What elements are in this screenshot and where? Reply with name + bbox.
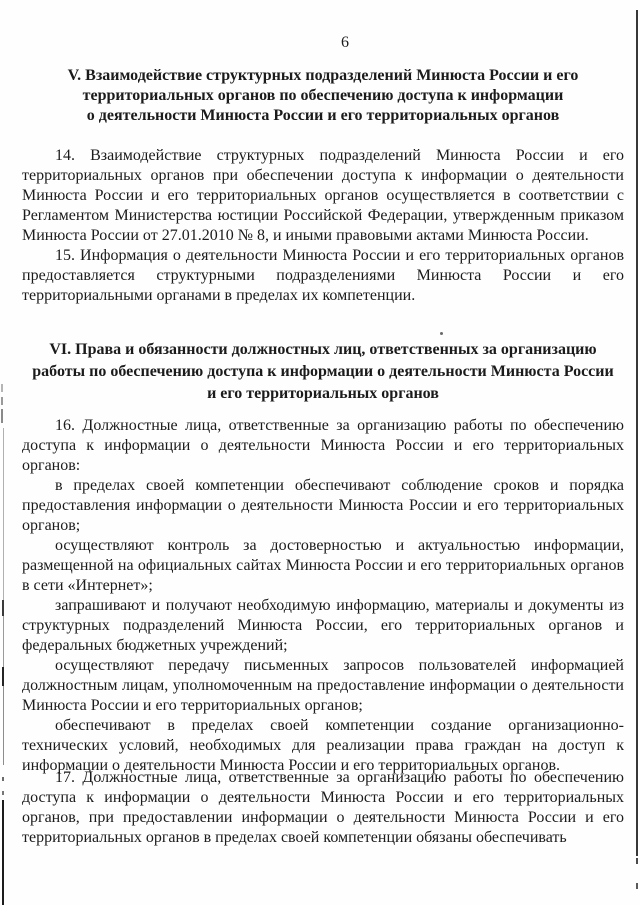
- section-v-heading-line-3: о деятельности Минюста России и его территориальных органов: [86, 107, 560, 124]
- paragraph-16-intro: 16. Должностные лица, ответственные за организацию работы по обеспечению доступа к информации о деятельности Минюста России и его территориальных органов:: [22, 417, 624, 474]
- scan-artifact-left-line-1: [3, 428, 4, 600]
- scan-artifact-right-dash-2: [636, 883, 638, 889]
- scan-artifact-left-line-2: [2, 600, 4, 616]
- section-v-heading: [22, 66, 624, 126]
- scan-artifact-left-dash-3: [1, 409, 3, 423]
- paragraph-17-block: [22, 768, 624, 848]
- scan-artifact-left-tick-2: [2, 791, 4, 795]
- scan-artifact-left-line-4: [2, 667, 4, 686]
- section-vi-heading-line-2: работы по обеспечению доступа к информации о деятельности Минюста России: [32, 363, 614, 380]
- section-v-heading-line-1: V. Взаимодействие структурных подразделений Минюста России и его: [67, 67, 579, 84]
- paragraph-15: 15. Информация о деятельности Минюста России и его территориальных органов предоставляется структурными подразделениями Минюста России и его территориальными органами в пределах их компетенции.: [22, 247, 624, 304]
- scan-artifact-left-tick-1: [2, 777, 4, 781]
- paragraph-16-item-1: в пределах своей компетенции обеспечивают соблюдение сроков и порядка предоставления информации о деятельности Минюста России и его территориальных органов;: [22, 477, 624, 534]
- scan-artifact-right-line: [636, 10, 638, 856]
- scan-artifact-right-dash-1: [636, 858, 638, 864]
- section-vi-heading-line-1: VI. Права и обязанности должностных лиц, ответственных за организацию: [49, 341, 597, 358]
- paragraph-16-item-2: осуществляют контроль за достоверностью и актуальностью информации, размещенной на официальных сайтах Минюста России и его территориальных органов в сети «Интернет»;: [22, 537, 624, 594]
- scan-artifact-left-dash-1: [1, 384, 3, 392]
- section-v-body: [22, 146, 624, 306]
- scan-artifact-left-dash-2: [1, 397, 3, 405]
- page-number: 6: [341, 34, 349, 51]
- scan-artifact-left-line-6: [2, 800, 4, 905]
- paragraph-16-item-5: обеспечивают в пределах своей компетенции создание организационно-технических условий, необходимых для реализации права граждан на доступ к информации о деятельности Минюста России и его территориальных органов.: [22, 717, 624, 774]
- section-v-heading-line-2: территориальных органов по обеспечению доступа к информации: [82, 87, 564, 104]
- paragraph-16-item-3: запрашивают и получают необходимую информацию, материалы и документы из структурных подразделений Минюста России, его территориальных органов и федеральных бюджетных учреждений;: [22, 597, 624, 654]
- section-vi-heading: [22, 339, 624, 405]
- paragraph-16-item-4: осуществляют передачу письменных запросов пользователей информацией должностным лицам, уполномоченным на предоставление информации о деятельности Минюста России и его территориальных органов;: [22, 657, 624, 714]
- section-vi-body: [22, 416, 624, 776]
- scan-artifact-speck: [440, 332, 443, 335]
- section-vi-heading-line-3: и его территориальных органов: [207, 385, 439, 402]
- scan-artifact-left-line-3: [3, 616, 4, 667]
- paragraph-14: 14. Взаимодействие структурных подразделений Минюста России и его территориальных органов при обеспечении доступа к информации о деятельности Минюста России и его территориальных органов осуществляется в соответствии с Регламентом Министерства юстиции Российской Федерации, утвержденным приказом Минюста России от 27.01.2010 № 8, и иными правовыми актами Минюста России.: [22, 147, 624, 244]
- scan-artifact-left-line-5: [3, 686, 4, 765]
- paragraph-17: 17. Должностные лица, ответственные за организацию работы по обеспечению доступа к информации о деятельности Минюста России и его территориальных органов, при предоставлении информации о деятельности Минюста России и его территориальных органов в пределах своей компетенции обязаны обеспечивать: [22, 769, 624, 846]
